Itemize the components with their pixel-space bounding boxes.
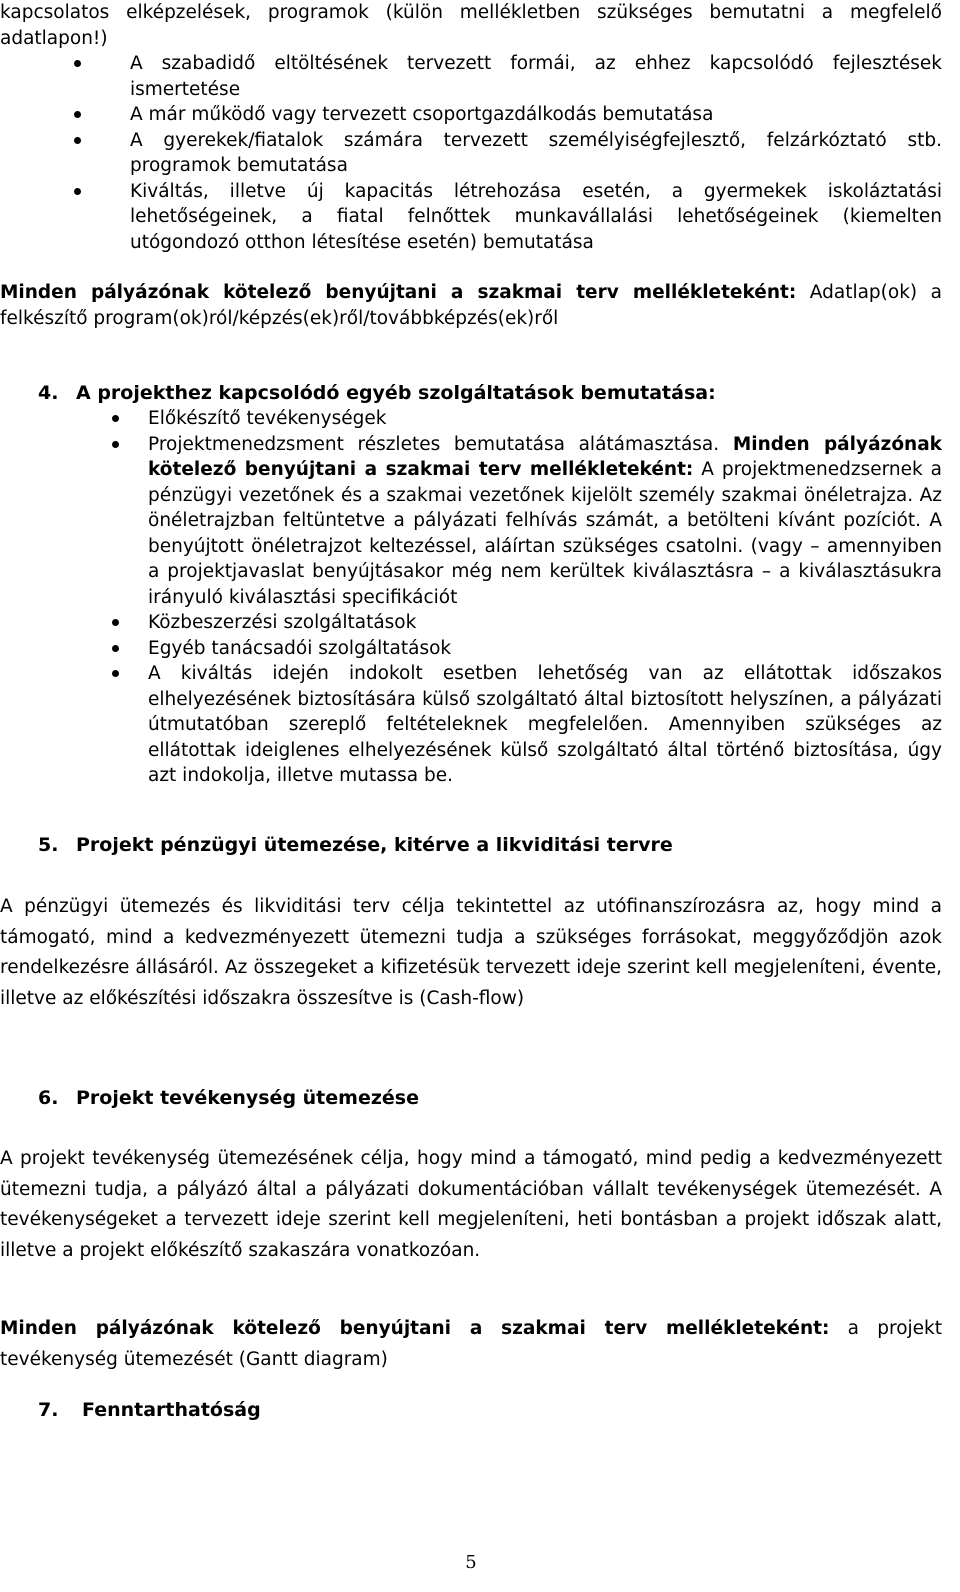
list-item: Projektmenedzsment részletes bemutatása alátámasztása. Minden pályázónak kötelező benyújtani a szakmai terv mellékleteként: A projektmenedzsernek a pénzügyi vezetőnek és a szakmai vezetőnek kijelölt személy szakmai önéletrajza. Az önéletrajzban feltüntetve a pályázati felhívás számát, a betölteni kívánt pozíciót. A benyújtott önéletrajzot keltezéssel, aláírtan szükséges csatolni. (vagy – amennyiben a projektjavaslat benyújtásakor még nem kerültek kiválasztásra – a kiválasztásukra irányuló kiválasztási specifikációt [148,432,942,611]
list-item: Egyéb tanácsadói szolgáltatások [148,636,942,662]
section-6-mandatory-paragraph: Minden pályázónak kötelező benyújtani a szakmai terv mellékleteként: a projekt tevékenység ütemezését (Gantt diagram) [0,1318,942,1370]
section-5-paragraph: A pénzügyi ütemezés és likviditási terv célja tekintettel az utófinanszírozásra az, hogy mind a támogató, mind a kedvezményezett ütemezni tudja a szükséges forrásokat, meggyőződjön azok rendelkezésre állásáról. Az összegeket a kifizetésük tervezett ideje szerint kell megjeleníteni, évente, illetve az előkészítési időszakra összesítve is (Cash-flow) [0,896,942,1009]
list-item: A szabadidő eltöltésének tervezett formái, az ehhez kapcsolódó fejlesztések ismertetése [0,51,942,102]
bullet-icon [74,188,81,195]
bullet-icon [74,137,81,144]
section-5-heading: 5. Projekt pénzügyi ütemezése, kitérve a likviditási tervre [38,834,673,856]
page-number: 5 [465,1552,477,1573]
list-item: Előkészítő tevékenységek [148,406,942,432]
bullet-icon [112,670,119,677]
section-6-paragraph: A projekt tevékenység ütemezésének célja, hogy mind a támogató, mind pedig a kedvezményezett ütemezni tudja, a pályázó által a pályázati dokumentációban vállalt tevékenységek ütemezését. A tevékenységeket a tervezett ideje szerint kell megjeleníteni, heti bontásban a projekt időszak alatt, illetve a projekt előkészítő szakaszára vonatkozóan. [0,1148,942,1261]
section-6-heading: 6. Projekt tevékenység ütemezése [38,1087,419,1109]
bullet-icon [112,441,119,448]
bullet-icon [112,619,119,626]
list-item: Közbeszerzési szolgáltatások [148,610,942,636]
list-item: A kiváltás idején indokolt esetben lehetőség van az ellátottak időszakos elhelyezésének biztosítására külső szolgáltató által biztosított helyszínen, a pályázati útmutatóban szereplő feltételeknek megfelelően. Amennyiben szükséges az ellátottak ideiglenes elhelyezésének külső szolgáltató által történő biztosítása, úgy azt indokolja, illetve mutassa be. [148,661,942,789]
section-4-heading: 4. A projekthez kapcsolódó egyéb szolgáltatások bemutatása: [38,382,716,404]
list-item: A már működő vagy tervezett csoportgazdálkodás bemutatása [0,102,942,128]
list-item: Kiváltás, illetve új kapacitás létrehozása esetén, a gyermekek iskoláztatási lehetőségeinek, a fiatal felnőttek munkavállalási lehetőségeinek (kiemelten utógondozó otthon létesítése esetén) bemutatása [0,179,942,256]
bullet-icon [74,111,81,118]
intro-continuation: kapcsolatos elképzelések, programok (külön mellékletben szükséges bemutatni a megfelelő adatlapon!) [0,2,942,49]
bullet-icon [112,645,119,652]
section-7-heading: 7. Fenntarthatóság [38,1399,261,1421]
intro-mandatory-paragraph: Minden pályázónak kötelező benyújtani a szakmai terv mellékleteként: Adatlap(ok) a felkészítő program(ok)ról/képzés(ek)ről/továbbképzés(ek)ről [0,282,942,329]
section-4-bullet-list [148,406,942,789]
intro-bullet-list [0,51,942,255]
bullet-icon [112,415,119,422]
bullet-icon [74,60,81,67]
list-item: A gyerekek/fiatalok számára tervezett személyiségfejlesztő, felzárkóztató stb. programok bemutatása [0,128,942,179]
